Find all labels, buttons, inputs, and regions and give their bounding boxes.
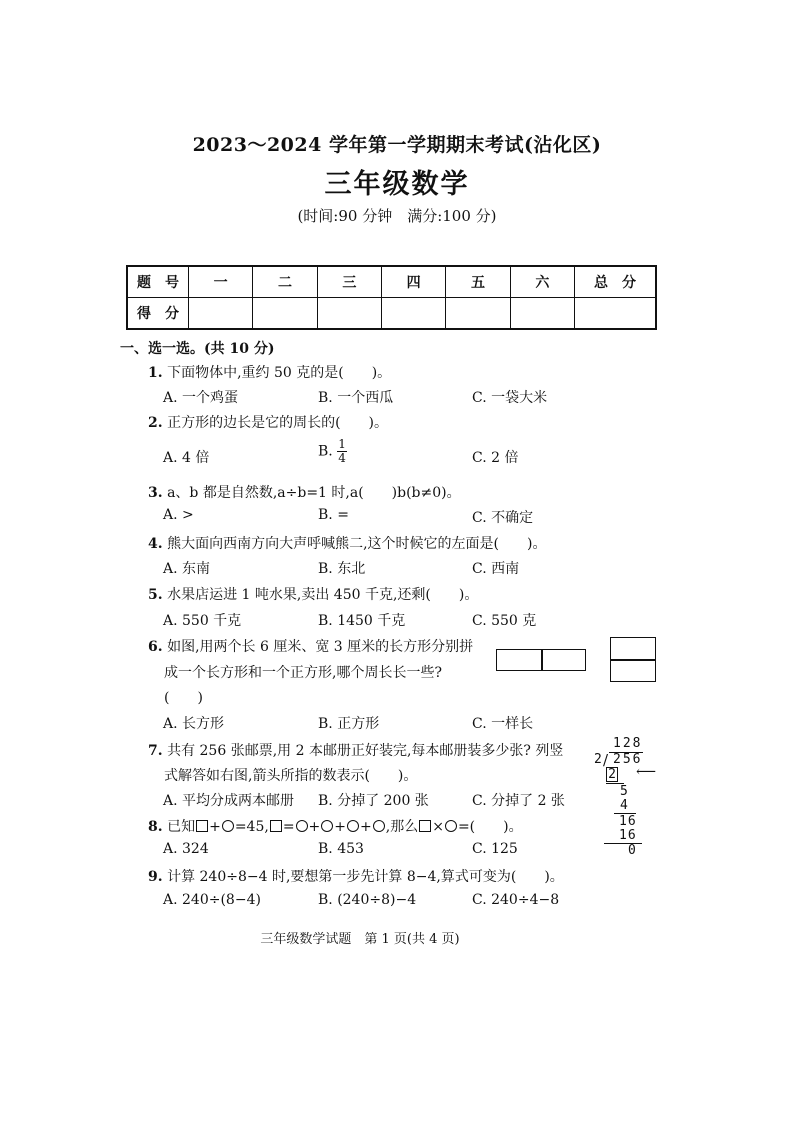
score-input-cell[interactable]: [381, 298, 445, 330]
option-a[interactable]: A. 东南: [163, 561, 211, 577]
circle-symbol: [321, 820, 333, 832]
option-c[interactable]: C. 125: [472, 841, 518, 857]
score-input-cell[interactable]: [253, 298, 317, 330]
option-c[interactable]: C. 不确定: [472, 510, 534, 526]
circle-symbol: [347, 820, 359, 832]
option-a[interactable]: A. 240÷(8−4): [163, 892, 261, 908]
division-dividend: 256: [613, 752, 643, 767]
circle-symbol: [222, 820, 234, 832]
question-7: [148, 740, 563, 760]
question-text: =: [282, 819, 295, 835]
score-table-score-row: [127, 298, 656, 330]
question-1: [148, 362, 391, 382]
option-b[interactable]: B. 分掉了 200 张: [318, 793, 429, 809]
fraction: [337, 438, 347, 465]
option-c[interactable]: C. 一样长: [472, 716, 534, 732]
option-c[interactable]: C. 一袋大米: [472, 390, 548, 406]
circle-symbol: [296, 820, 308, 832]
option-b[interactable]: B. 一个西瓜: [318, 390, 394, 406]
score-cell: 三: [317, 266, 381, 298]
question-text-cont: 成一个长方形和一个正方形,哪个周长长一些?: [164, 665, 442, 681]
option-b[interactable]: B. (240÷8)−4: [318, 892, 417, 908]
option-c[interactable]: C. 550 克: [472, 613, 537, 629]
option-b[interactable]: B. 东北: [318, 561, 366, 577]
question-number: 8.: [148, 819, 163, 835]
option-label: B.: [318, 443, 333, 460]
option-c[interactable]: C. 西南: [472, 561, 520, 577]
square-symbol: [419, 820, 431, 832]
subject-title: 三年级数学: [324, 169, 470, 200]
division-bracket: /: [603, 751, 609, 769]
score-input-cell[interactable]: [510, 298, 574, 330]
section-title: 一、选一选。(共 10 分): [120, 341, 275, 357]
option-b[interactable]: B. 453: [318, 841, 364, 857]
score-cell: 六: [510, 266, 574, 298]
division-step: 5: [620, 784, 628, 799]
square-symbol: [270, 820, 282, 832]
rectangle-divider: [541, 649, 543, 671]
fraction-numerator: 1: [338, 437, 346, 451]
exam-title: 2023～2024 学年第一学期期末考试(沾化区): [192, 134, 602, 156]
option-b[interactable]: [318, 438, 347, 465]
division-step-boxed: 2: [606, 767, 618, 782]
question-number: 1.: [148, 365, 163, 381]
square-symbol: [196, 820, 208, 832]
score-table: [126, 265, 657, 330]
question-text: 正方形的边长是它的周长的( )。: [167, 415, 389, 431]
question-text: =( )。: [457, 819, 523, 835]
score-input-cell[interactable]: [575, 298, 657, 330]
question-9: [148, 866, 564, 886]
option-b[interactable]: B. 正方形: [318, 716, 380, 732]
question-number: 5.: [148, 587, 163, 603]
question-text: +: [308, 819, 321, 835]
question-5: [148, 584, 478, 604]
score-cell: 五: [446, 266, 510, 298]
question-number: 6.: [148, 639, 163, 655]
option-a[interactable]: A. 一个鸡蛋: [163, 390, 239, 406]
option-b[interactable]: B. =: [318, 507, 349, 523]
option-b[interactable]: B. 1450 千克: [318, 613, 406, 629]
question-text: 下面物体中,重约 50 克的是( )。: [167, 365, 392, 381]
question-text: 水果店运进 1 吨水果,卖出 450 千克,还剩( )。: [167, 587, 479, 603]
division-step: 16: [619, 828, 637, 843]
question-text: +: [209, 819, 221, 835]
page-footer: 三年级数学试题 第 1 页(共 4 页): [260, 932, 460, 947]
circle-symbol: [373, 820, 385, 832]
score-cell: 四: [381, 266, 445, 298]
option-a[interactable]: A. 550 千克: [163, 613, 242, 629]
square-divider: [610, 659, 656, 661]
option-c[interactable]: C. 240÷4−8: [472, 892, 560, 908]
division-quotient: 128: [613, 736, 643, 751]
option-a[interactable]: A. >: [163, 507, 194, 523]
score-cell: 一: [189, 266, 253, 298]
score-cell: 总 分: [575, 266, 657, 298]
question-text: ×: [432, 819, 444, 835]
time-info: (时间:90 分钟 满分:100 分): [297, 207, 497, 225]
question-text: =45,: [234, 819, 269, 835]
question-text: 已知: [167, 819, 196, 835]
division-divisor: 2: [594, 752, 602, 767]
option-a[interactable]: A. 4 倍: [163, 450, 210, 466]
question-2: [148, 412, 388, 432]
option-a[interactable]: A. 平均分成两本邮册: [163, 793, 295, 809]
division-remainder: 0: [628, 843, 636, 858]
question-text: 计算 240÷8−4 时,要想第一步先计算 8−4,算式可变为( )。: [167, 869, 564, 885]
score-cell: 题 号: [127, 266, 189, 298]
question-text: 如图,用两个长 6 厘米、宽 3 厘米的长方形分别拼: [167, 639, 474, 655]
score-table-header-row: [127, 266, 656, 298]
fraction-denominator: 4: [338, 451, 346, 465]
division-step: 16: [619, 814, 637, 829]
score-input-cell[interactable]: [189, 298, 253, 330]
score-cell: 得 分: [127, 298, 189, 330]
question-number: 2.: [148, 415, 163, 431]
score-cell: 二: [253, 266, 317, 298]
option-a[interactable]: A. 324: [163, 841, 209, 857]
arrow-left-icon: ⟵: [636, 764, 657, 780]
question-text: 熊大面向西南方向大声呼喊熊二,这个时候它的左面是( )。: [167, 536, 547, 552]
question-text: +: [334, 819, 347, 835]
question-number: 3.: [148, 485, 163, 501]
option-c[interactable]: C. 2 倍: [472, 450, 519, 466]
question-number: 7.: [148, 743, 163, 759]
division-step: 4: [620, 798, 628, 813]
circle-symbol: [445, 820, 457, 832]
question-text-cont: 式解答如右图,箭头所指的数表示( )。: [164, 768, 418, 784]
question-4: [148, 533, 546, 553]
option-a[interactable]: A. 长方形: [163, 716, 225, 732]
question-3: [148, 482, 461, 502]
division-line: [604, 843, 642, 844]
question-number: 9.: [148, 869, 163, 885]
answer-blank[interactable]: ( ): [164, 690, 203, 706]
question-number: 4.: [148, 536, 163, 552]
score-input-cell[interactable]: [317, 298, 381, 330]
score-input-cell[interactable]: [446, 298, 510, 330]
option-c[interactable]: C. 分掉了 2 张: [472, 793, 565, 809]
question-8: [148, 816, 523, 836]
question-text: 共有 256 张邮票,用 2 本邮册正好装完,每本邮册装多少张? 列竖: [167, 743, 564, 759]
question-text: +: [360, 819, 372, 835]
question-text: a、b 都是自然数,a÷b=1 时,a( )b(b≠0)。: [167, 485, 461, 501]
question-6: [148, 636, 473, 656]
question-text: ,那么: [385, 819, 419, 835]
